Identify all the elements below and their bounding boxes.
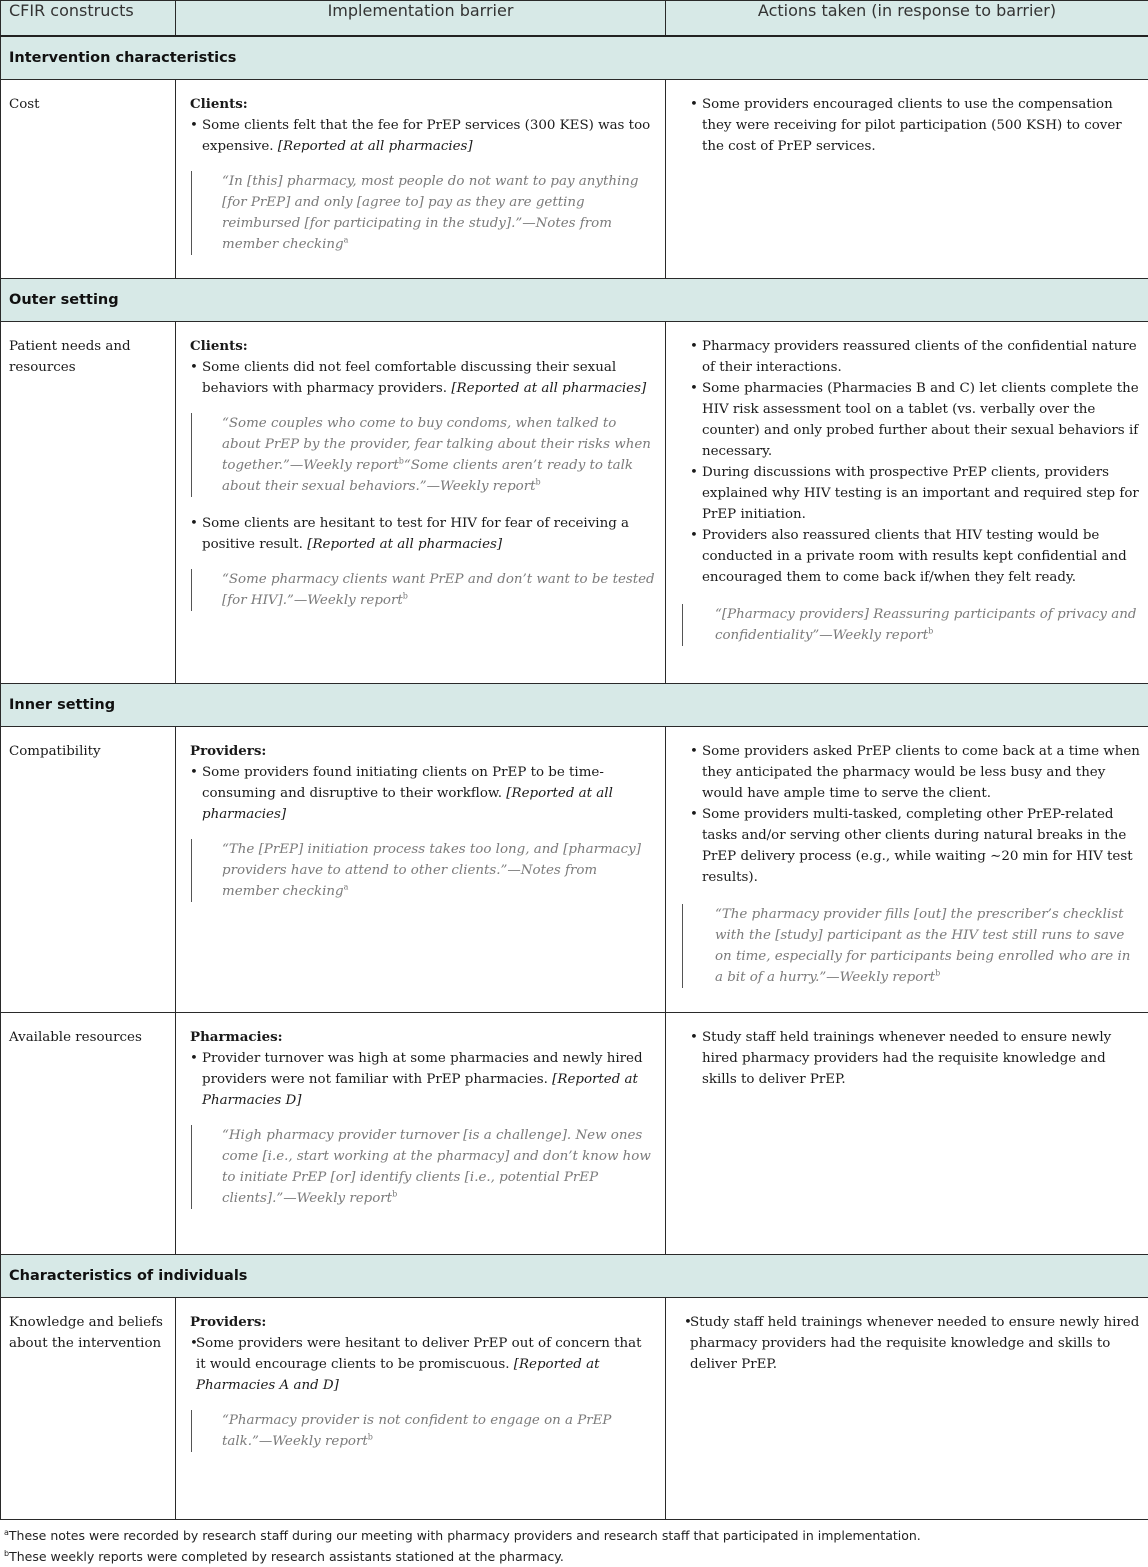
table-row: [1, 727, 1148, 1013]
group-label: Providers:: [190, 743, 267, 759]
reported-note: [Reported at Pharmacies A and D]: [196, 1357, 600, 1393]
barrier-item: • Some providers were hesitant to deliver PrEP out of concern that it would encourage clients to be promiscuous. [Reported at Pharmacies A and D]: [190, 1336, 642, 1393]
barrier-cell: [176, 80, 666, 279]
quote-block: “The pharmacy provider fills [out] the prescriber’s checklist with the [study] participant as the HIV test still runs to save on time, especially for participants being enrolled who are in a bit of a hurry.”—Weekly report$^b$: [682, 904, 1142, 988]
action-cell: [666, 80, 1148, 279]
section-title-intervention: Intervention characteristics: [1, 36, 1148, 80]
quote-block: “The [PrEP] initiation process takes too long, and [pharmacy] providers have to attend to other clients.”—Notes from member checking$^a$: [191, 839, 655, 902]
barrier-cell: [176, 727, 666, 1013]
action-cell: [666, 322, 1148, 684]
group-label: Providers:: [190, 1314, 267, 1330]
group-label: Clients:: [190, 338, 248, 354]
barrier-item: • Some providers found initiating clients on PrEP to be time-consuming and disruptive to their workflow. [Reported at all pharmacies]: [190, 765, 613, 822]
quote-block: “Pharmacy provider is not confident to engage on a PrEP talk.”—Weekly report$^b$: [191, 1410, 655, 1452]
reported-note: [Reported at all pharmacies]: [277, 139, 473, 154]
section-row: [1, 1255, 1148, 1298]
barrier-item: • Some clients felt that the fee for PrEP services (300 KES) was too expensive. [Reported at all pharmacies]: [190, 118, 651, 154]
reported-note: [Reported at Pharmacies D]: [202, 1072, 638, 1108]
footnote-a: $^a$These notes were recorded by research staff during our meeting with pharmacy providers and research staff that participated in implementation.: [4, 1527, 921, 1543]
action-cell: [666, 1013, 1148, 1255]
section-row: [1, 36, 1148, 80]
section-title-individuals: Characteristics of individuals: [1, 1255, 1148, 1298]
action-item: • Study staff held trainings whenever needed to ensure newly hired pharmacy providers had the requisite knowledge and skills to deliver PrEP.: [684, 1315, 1140, 1372]
reported-note: [Reported at all pharmacies]: [307, 537, 503, 552]
table-header-row: [1, 1, 1148, 37]
footnote-b: $^b$These weekly reports were completed by research assistants stationed at the pharmacy.: [4, 1548, 564, 1564]
action-item: • Study staff held trainings whenever needed to ensure newly hired pharmacy providers had the requisite knowledge and skills to deliver PrEP.: [690, 1030, 1112, 1087]
table-row: [1, 1298, 1148, 1520]
barrier-cell: [176, 1298, 666, 1520]
barrier-cell: [176, 1013, 666, 1255]
action-item: • Some providers encouraged clients to use the compensation they were receiving for pilot participation (500 KSH) to cover the cost of PrEP services.: [690, 97, 1122, 154]
table-row: [1, 80, 1148, 279]
quote-block: “Some couples who come to buy condoms, when talked to about PrEP by the provider, fear talking about their risks when together.”—Weekly report$^b$“Some clients aren’t ready to talk about their sexual behaviors.”—Weekly report$^b$: [191, 413, 655, 497]
construct-cell: Compatibility: [1, 727, 176, 1013]
quote-block: “In [this] pharmacy, most people do not want to pay anything [for PrEP] and only [agree to] pay as they are getting reimbursed [for participating in the study].”—Notes from member checking$^a$: [191, 171, 655, 255]
table-row: [1, 322, 1148, 684]
construct-cell: Available resources: [1, 1013, 176, 1255]
group-label: Clients:: [190, 96, 248, 112]
section-row: [1, 684, 1148, 727]
construct-cell: Cost: [1, 80, 176, 279]
section-title-inner: Inner setting: [1, 684, 1148, 727]
section-title-outer: Outer setting: [1, 279, 1148, 322]
barrier-item: • Provider turnover was high at some pharmacies and newly hired providers were not familiar with PrEP pharmacies. [Reported at Pharmacies D]: [190, 1051, 643, 1108]
group-label: Pharmacies:: [190, 1029, 283, 1045]
action-item: • Providers also reassured clients that HIV testing would be conducted in a private room with results kept confidential and encouraged them to come back if/when they felt ready.: [690, 528, 1127, 585]
quote-block: “High pharmacy provider turnover [is a challenge]. New ones come [i.e., start working at the pharmacy] and don’t know how to initiate PrEP [or] identify clients [i.e., potential PrEP clients].”—Weekly report$^b$: [191, 1125, 655, 1209]
action-item: • Some providers multi-tasked, completing other PrEP-related tasks and/or serving other clients during natural breaks in the PrEP delivery process (e.g., while waiting ∼20 min for HIV test results).: [690, 807, 1133, 885]
section-row: [1, 279, 1148, 322]
reported-note: [Reported at all pharmacies]: [451, 381, 647, 396]
construct-cell: Knowledge and beliefs about the intervention: [1, 1298, 176, 1520]
barrier-cell: [176, 322, 666, 684]
reported-note: [Reported at all pharmacies]: [202, 786, 613, 822]
table-row: [1, 1013, 1148, 1255]
action-item: • During discussions with prospective PrEP clients, providers explained why HIV testing is an important and required step for PrEP initiation.: [690, 465, 1139, 522]
action-cell: [666, 1298, 1148, 1520]
header-implementation-barrier: Implementation barrier: [176, 1, 666, 37]
action-item: • Some pharmacies (Pharmacies B and C) let clients complete the HIV risk assessment tool on a tablet (vs. verbally over the counter) and only probed further about their sexual behaviors if necessary.: [690, 381, 1139, 459]
header-actions-taken: Actions taken (in response to barrier): [666, 1, 1148, 37]
action-item: • Some providers asked PrEP clients to come back at a time when they anticipated the pharmacy would be less busy and they would have ample time to serve the client.: [690, 744, 1140, 801]
action-cell: [666, 727, 1148, 1013]
quote-block: “Some pharmacy clients want PrEP and don’t want to be tested [for HIV].”—Weekly report$^b$: [191, 569, 655, 611]
barrier-item: • Some clients are hesitant to test for HIV for fear of receiving a positive result. [Reported at all pharmacies]: [190, 516, 630, 552]
barrier-item: • Some clients did not feel comfortable discussing their sexual behaviors with pharmacy providers. [Reported at all pharmacies]: [190, 360, 647, 396]
quote-block: “[Pharmacy providers] Reassuring participants of privacy and confidentiality”—Weekly report$^b$: [682, 604, 1142, 646]
header-cfir-constructs: CFIR constructs: [1, 1, 176, 37]
construct-cell: Patient needs and resources: [1, 322, 176, 684]
action-item: • Pharmacy providers reassured clients of the confidential nature of their interactions.: [690, 339, 1137, 375]
